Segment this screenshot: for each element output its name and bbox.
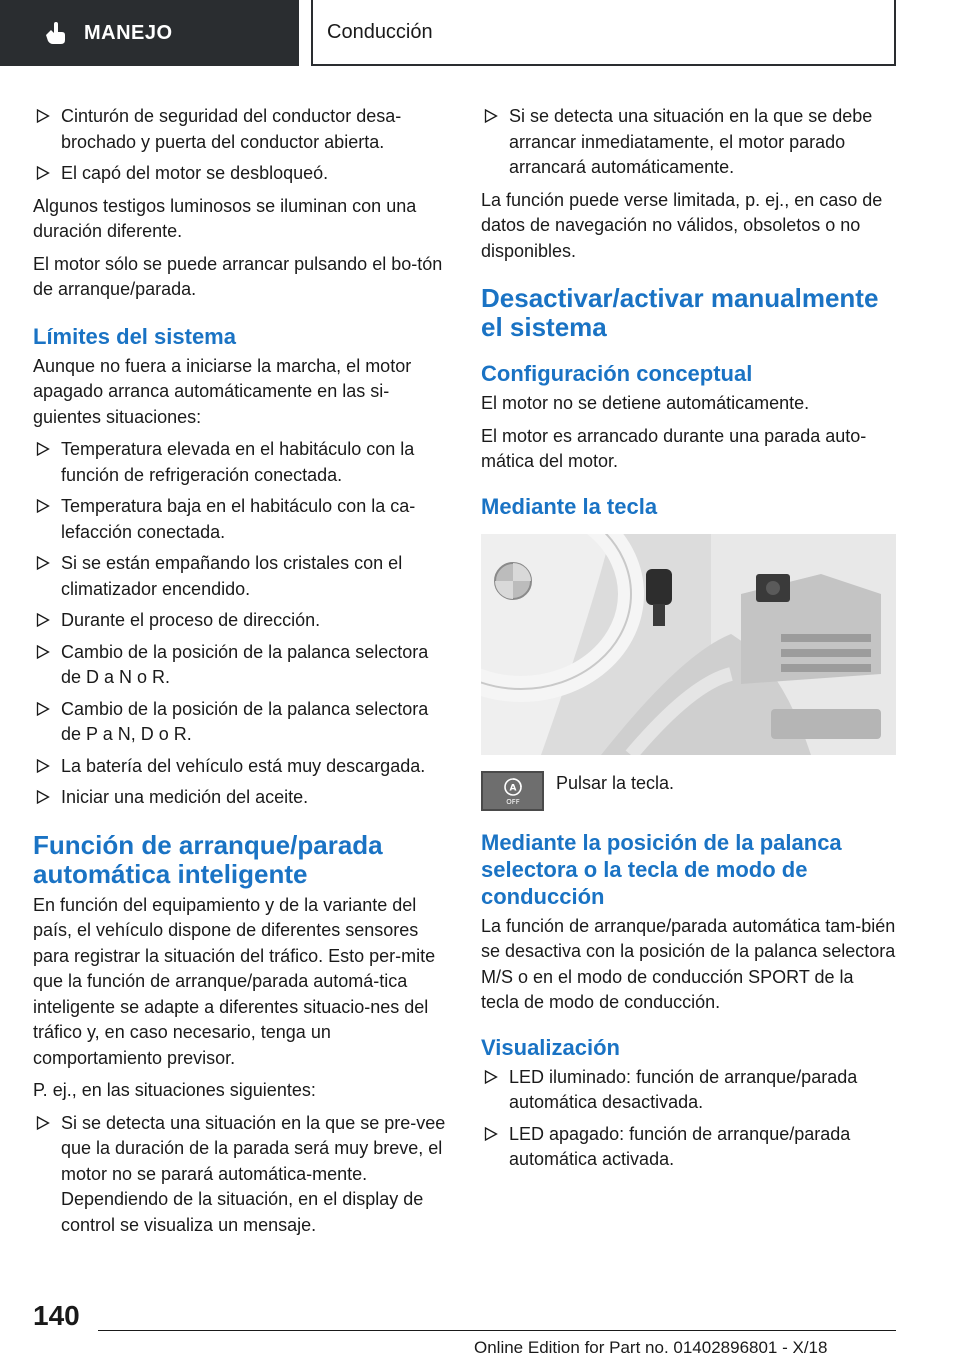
list-item: Temperatura elevada en el habitáculo con la función de refrigeración conectada. [33,437,448,488]
list-item: LED iluminado: función de arranque/parada automática desactivada. [481,1065,896,1116]
key-caption: Pulsar la tecla. [556,772,675,793]
heading-by-key: Mediante la tecla [481,493,658,519]
heading-system-limits: Límites del sistema [33,323,236,349]
paragraph: El motor sólo se puede arrancar pulsando el bo-tón de arranque/parada. [33,253,443,299]
triangle-bullet-icon [36,440,50,458]
key-instruction [481,771,896,811]
footer-divider [98,1330,896,1331]
paragraph: La función de arranque/parada automática tam-bién se desactiva con la posición de la palanca selectora M/S o en el modo de conducción SPORT de la tecla de modo de conducción. [481,915,896,1012]
list-situations-2 [481,104,896,181]
list-item: El capó del motor se desbloqueó. [33,161,448,187]
list-conditions-1 [33,104,448,187]
paragraph: El motor no se detiene automáticamente. [481,393,810,413]
cockpit-illustration [481,534,896,755]
right-column [481,104,896,1180]
triangle-bullet-icon [484,1068,498,1086]
triangle-bullet-icon [36,643,50,661]
page-header [0,0,960,66]
heading-display: Visualización [481,1034,620,1060]
heading-manual-toggle: Desactivar/activar manualmente el sistema [481,283,879,342]
chapter-tab[interactable] [0,0,299,66]
left-column [33,104,448,1245]
triangle-bullet-icon [36,107,50,125]
page-number: 140 [33,1300,80,1331]
paragraph: La función puede verse limitada, p. ej., en caso de datos de navegación no válidos, obsoletos o no disponibles. [481,189,883,261]
triangle-bullet-icon [36,497,50,515]
list-led-states [481,1065,896,1173]
list-item: Iniciar una medición del aceite. [33,785,448,811]
cockpit-photo [481,534,896,755]
paragraph: Aunque no fuera a iniciarse la marcha, el motor apagado arranca automáticamente en las si-guientes situaciones: [33,355,412,427]
auto-start-stop-off-icon [493,775,533,807]
triangle-bullet-icon [484,1125,498,1143]
section-box [311,0,896,66]
heading-start-stop-function: Función de arranque/parada automática inteligente [33,829,383,889]
list-item: Si se detecta una situación en la que se pre-vee que la duración de la parada será muy breve, el motor no se parará automática-mente. Dependiendo de la situación, en el display de control se visualiza un mensaje. [33,1111,448,1239]
triangle-bullet-icon [36,757,50,775]
list-item: Temperatura baja en el habitáculo con la ca-lefacción conectada. [33,494,448,545]
chapter-title: MANEJO [84,21,173,44]
list-situations [33,1111,448,1239]
triangle-bullet-icon [36,788,50,806]
paragraph: Algunos testigos luminosos se iluminan con una duración diferente. [33,195,417,241]
list-item: LED apagado: función de arranque/parada automática activada. [481,1122,896,1173]
list-item: Si se detecta una situación en la que se debe arrancar inmediatamente, el motor parado arrancará automáticamente. [481,104,896,181]
triangle-bullet-icon [36,611,50,629]
list-item: La batería del vehículo está muy descargada. [33,754,448,780]
list-conditions-2 [33,437,448,811]
heading-by-selector: Mediante la posición de la palanca selectora o la tecla de modo de conducción [481,829,842,909]
footer-edition: Online Edition for Part no. 01402896801 - X/18 [474,1338,828,1357]
section-title: Conducción [327,20,433,43]
paragraph: El motor es arrancado durante una parada auto-mática del motor. [481,425,867,471]
paragraph: En función del equipamiento y de la variante del país, el vehículo dispone de diferentes sensores para registrar la situación del tráfico. Esto per-mite que la función de arranque/parada automá-tica inteligente se adapte a diferentes situacio-nes del tráfico y, en caso necesario, tenga un comportamiento previsor. [33,894,436,1068]
triangle-bullet-icon [36,554,50,572]
triangle-bullet-icon [36,1114,50,1132]
start-stop-off-key[interactable] [481,771,544,811]
triangle-bullet-icon [484,107,498,125]
svg-text:OFF: OFF [505,797,520,806]
list-item: Durante el proceso de dirección. [33,608,448,634]
heading-concept: Configuración conceptual [481,361,753,386]
list-item: Cinturón de seguridad del conductor desa-brochado y puerta del conductor abierta. [33,104,448,155]
triangle-bullet-icon [36,700,50,718]
list-item: Cambio de la posición de la palanca selectora de D a N o R. [33,640,448,691]
list-item: Cambio de la posición de la palanca selectora de P a N, D o R. [33,697,448,748]
svg-text:A: A [509,783,516,793]
triangle-bullet-icon [36,164,50,182]
paragraph: P. ej., en las situaciones siguientes: [33,1080,316,1100]
steering-hand-icon [40,18,70,48]
list-item: Si se están empañando los cristales con el climatizador encendido. [33,551,448,602]
